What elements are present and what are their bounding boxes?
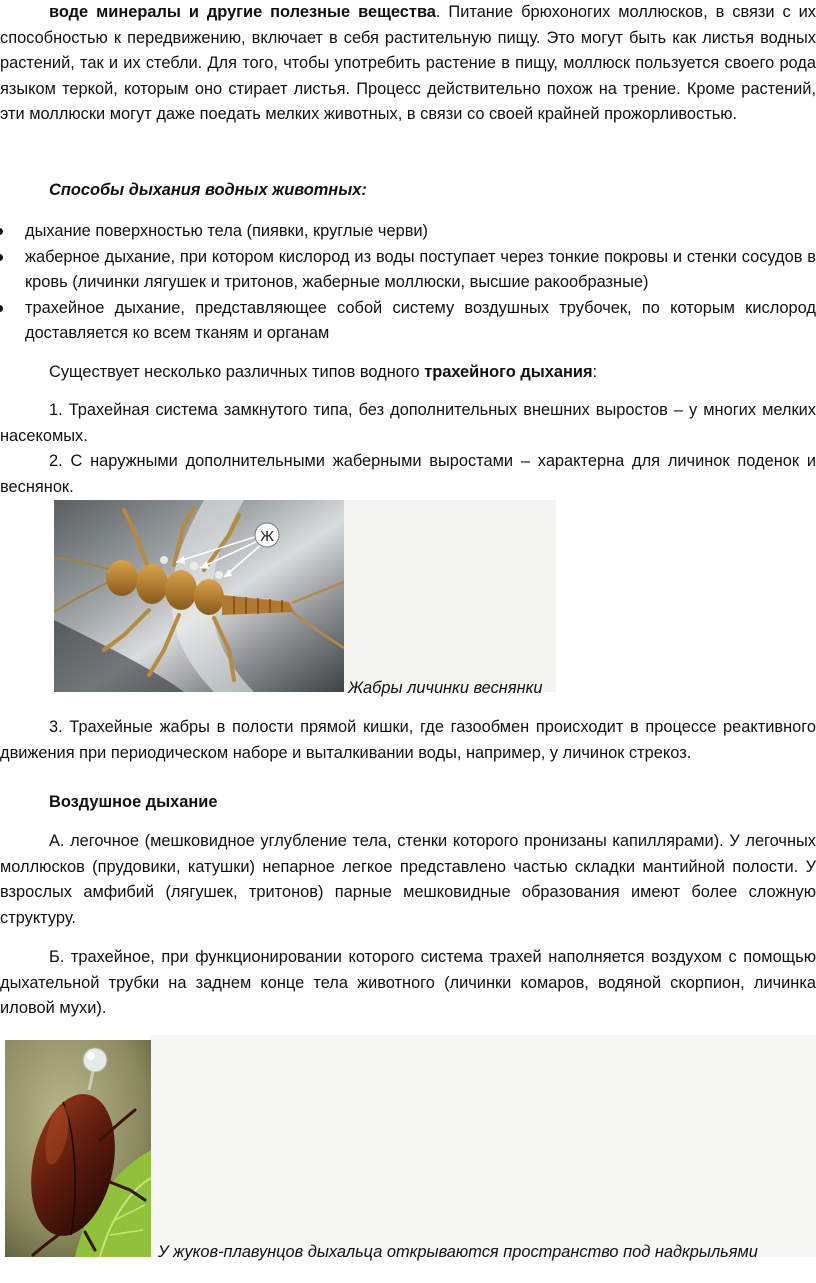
- list-item: жаберное дыхание, при котором кислород из воды поступает через тонкие покровы и стенки сосудов в кровь (личинки лягушек и тритонов, жаберные моллюски, высшие ракообразные): [0, 245, 816, 296]
- types-list: [0, 398, 816, 500]
- types-list-block: [0, 398, 816, 500]
- stonefly-larva-illustration: [54, 500, 344, 692]
- list-item: 3. Трахейные жабры в полости прямой кишки, где газообмен происходит в процессе реактивного движения при периодическом наборе и выталкивании воды, например, у личинок стрекоз.: [0, 718, 816, 762]
- air-b-block: [0, 945, 816, 1022]
- bullet-icon: [0, 305, 3, 312]
- bullet-icon: [0, 228, 3, 235]
- intro-text: . Питание брюхоногих моллюсков, в связи с их способностью к передвижению, включает в себя растительную пищу. Это могут быть как листья водных растений, так и их стебли. Для того, чтобы употребить растение в пищу, моллюск пользуется своего рода языком теркой, которым оно стирает листья. Процесс действительно похож на трение. Кроме растений, эти моллюски могут даже поедать мелких животных, в связи со своей крайней прожорливостью.: [0, 3, 816, 124]
- types-item3-block: [0, 715, 816, 766]
- air-heading: Воздушное дыхание: [49, 793, 218, 811]
- breathing-list: [0, 219, 816, 347]
- gill-label: Ж: [260, 528, 274, 545]
- intro-bold-lead: воде минералы и другие полезные вещества: [49, 3, 436, 21]
- figure2-caption: У жуков-плавунцов дыхальца открываются пространство под надкрыльями: [158, 1243, 758, 1261]
- intro-paragraph: [0, 0, 816, 128]
- bullet-icon: [0, 254, 3, 261]
- types-intro: Существует несколько различных типов водного трахейного дыхания:: [49, 363, 598, 381]
- figure1-frame: [344, 500, 556, 692]
- air-a-block: [0, 829, 816, 931]
- air-b-paragraph: Б. трахейное, при функционировании которого система трахей наполняется воздухом с помощью дыхательной трубки на заднем конце тела животного (личинки комаров, водяной скорпион, личинка иловой мухи).: [0, 948, 816, 1018]
- stonefly-larva-image: [54, 500, 344, 692]
- figure2-frame: [150, 1035, 816, 1257]
- list-item: дыхание поверхностью тела (пиявки, круглые черви): [0, 219, 816, 245]
- types-intro-block: [0, 360, 816, 386]
- figure1-caption: Жабры личинки веснянки: [348, 679, 543, 697]
- breathing-list-block: [0, 219, 816, 347]
- air-heading-block: [0, 790, 816, 816]
- list-item: 2. С наружными дополнительными жаберными выростами – характерна для личинок поденок и веснянок.: [0, 452, 816, 496]
- diving-beetle-image: [5, 1040, 151, 1257]
- breathing-heading: Способы дыхания водных животных:: [49, 181, 367, 199]
- list-item: 1. Трахейная система замкнутого типа, без дополнительных внешних выростов – у многих мелких насекомых.: [0, 401, 816, 445]
- diving-beetle-illustration: [5, 1040, 151, 1257]
- list-item: трахейное дыхание, представляющее собой систему воздушных трубочек, по которым кислород доставляется ко всем тканям и органам: [0, 296, 816, 347]
- air-a-paragraph: А. легочное (мешковидное углубление тела, стенки которого пронизаны капиллярами). У легочных моллюсков (прудовики, катушки) непарное легкое представлено частью складки мантийной полости. У взрослых амфибий (лягушек, тритонов) парные мешковидные образования имеют более сложную структуру.: [0, 832, 816, 927]
- breathing-heading-block: [0, 178, 816, 204]
